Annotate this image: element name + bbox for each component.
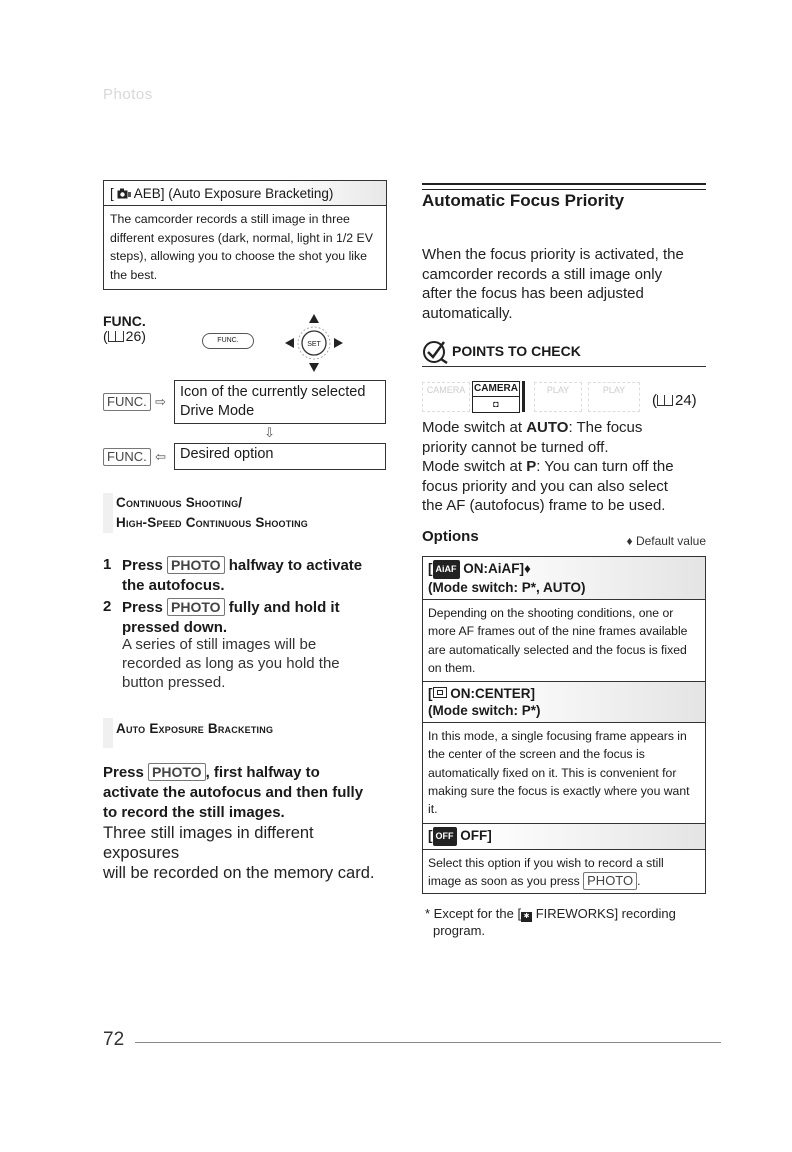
aiaf-badge-icon: AiAF bbox=[433, 560, 460, 579]
option-desc-off: Select this option if you wish to record a still image as soon as you press PHOTO . bbox=[428, 855, 664, 888]
flow-box1-line1: Icon of the currently selected bbox=[180, 384, 366, 400]
afp-title: Automatic Focus Priority bbox=[422, 191, 625, 210]
mode-active-camera: CAMERA ◘ bbox=[472, 381, 520, 413]
flow-box-drive-mode bbox=[174, 380, 386, 424]
joystick-icon bbox=[283, 312, 345, 374]
title-rule bbox=[422, 183, 706, 190]
aeb-title-bracket: [ bbox=[110, 185, 114, 201]
option-head-off: [ OFF OFF] bbox=[423, 824, 705, 850]
options-title: Options bbox=[422, 528, 479, 545]
option-desc-aiaf: Depending on the shooting conditions, one or more AF frames out of the nine frames available are automatically selected and the focus is fixed on them. bbox=[423, 600, 705, 682]
mode-line: Mode switch at AUTO: The focus bbox=[422, 419, 643, 436]
center-frame-icon bbox=[433, 687, 447, 698]
options-table bbox=[422, 556, 706, 894]
aeb-camera-icon bbox=[117, 188, 131, 199]
step-1: 1 Press PHOTO halfway to activate the autofocus. bbox=[103, 556, 363, 594]
aeb-instruction: Press PHOTO , first halfway to activate the autofocus and then fully to record the still images. bbox=[103, 764, 364, 821]
step-2: 2 Press PHOTO fully and hold it pressed down. bbox=[103, 598, 340, 636]
mode-switch-indicator bbox=[422, 380, 706, 414]
aeb-title: AEB] (Auto Exposure Bracketing) bbox=[133, 185, 334, 201]
flow-box-desired-option: Desired option bbox=[174, 443, 386, 470]
off-badge-icon: OFF bbox=[433, 827, 457, 846]
mode-divider bbox=[522, 381, 525, 412]
continuous-heading-line2: High-Speed Continuous Shooting bbox=[116, 515, 309, 530]
mode-line: priority cannot be turned off. bbox=[422, 438, 609, 456]
flow-arrow-left: ⇦ bbox=[155, 449, 167, 464]
checkmark-magnifier-icon bbox=[422, 338, 450, 364]
func-ref-page: 26) bbox=[125, 328, 146, 344]
aeb-info-box bbox=[103, 180, 387, 290]
option-desc-center: In this mode, a single focusing frame appears in the center of the screen and the focus is automatically fixed on it. This is convenient for making sure the focus is exactly where you want it. bbox=[423, 723, 705, 823]
points-to-check-label: POINTS TO CHECK bbox=[452, 343, 581, 359]
aeb-description: The camcorder records a still image in three different exposures (dark, normal, light in 1/2 EV steps), allowing you to choose the shot you like the best. bbox=[110, 212, 373, 282]
photo-key: PHOTO bbox=[167, 556, 225, 574]
func-button-pill: FUNC. bbox=[202, 333, 254, 349]
func-page-ref: ( 26) bbox=[103, 328, 146, 344]
flow-key-1: FUNC. ⇨ bbox=[103, 393, 166, 411]
points-to-check-header bbox=[422, 338, 706, 367]
flow-arrow-right: ⇨ bbox=[155, 394, 167, 409]
afp-body: When the focus priority is activated, the camcorder records a still image only after the focus has been adjusted automatically. bbox=[422, 246, 684, 322]
mode-line: the AF (autofocus) frame to be used. bbox=[422, 497, 666, 514]
option-head-aiaf: [ AiAF ON:AiAF]♦ (Mode switch: P*, AUTO) bbox=[423, 557, 705, 600]
book-icon bbox=[657, 395, 673, 406]
option-head-center: [ ON:CENTER] (Mode switch: P*) bbox=[423, 682, 705, 723]
footnote: * Except for the [ ✱ FIREWORKS] recording program. bbox=[425, 906, 676, 938]
mode-switch-lines bbox=[422, 418, 712, 516]
continuous-heading-line1: Continuous Shooting/ bbox=[116, 495, 243, 510]
modes-page-ref: ( 24) bbox=[652, 392, 697, 409]
subhead-accent-bar-2 bbox=[103, 718, 113, 748]
aeb-box-header bbox=[104, 181, 386, 206]
fireworks-icon: ✱ bbox=[521, 912, 532, 922]
book-icon bbox=[108, 331, 124, 342]
func-title: FUNC. bbox=[103, 313, 146, 329]
subhead-accent-bar bbox=[103, 493, 113, 533]
photo-key: PHOTO bbox=[167, 598, 225, 616]
camera-mode-icon: ◘ bbox=[473, 396, 519, 411]
page-number: 72 bbox=[103, 1029, 125, 1050]
section-label: Photos bbox=[103, 86, 153, 103]
flow-key-2: FUNC. ⇦ bbox=[103, 448, 166, 466]
mode-faded-camera: CAMERA bbox=[422, 382, 470, 412]
mode-faded-play-1: PLAY bbox=[534, 382, 582, 412]
mode-line: Mode switch at P: You can turn off the bbox=[422, 458, 674, 475]
footer-rule bbox=[135, 1042, 721, 1043]
photo-key: PHOTO bbox=[148, 763, 206, 781]
joystick-set-label: SET bbox=[307, 341, 321, 348]
aeb-result: Three still images in different exposures will be recorded on the memory card. bbox=[103, 824, 375, 882]
options-header bbox=[422, 528, 706, 548]
aeb-heading: Auto Exposure Bracketing bbox=[116, 721, 274, 736]
mode-line: focus priority and you can also select bbox=[422, 477, 668, 495]
default-value-legend: ♦ Default value bbox=[626, 534, 706, 548]
flow-box1-line2: Drive Mode bbox=[180, 403, 255, 419]
flow-arrow-down: ⇩ bbox=[264, 425, 275, 440]
photo-key: PHOTO bbox=[583, 872, 637, 890]
mode-faded-play-2: PLAY bbox=[588, 382, 640, 412]
step-2-detail: A series of still images will be recorded as long as you hold the button pressed. bbox=[122, 636, 340, 691]
